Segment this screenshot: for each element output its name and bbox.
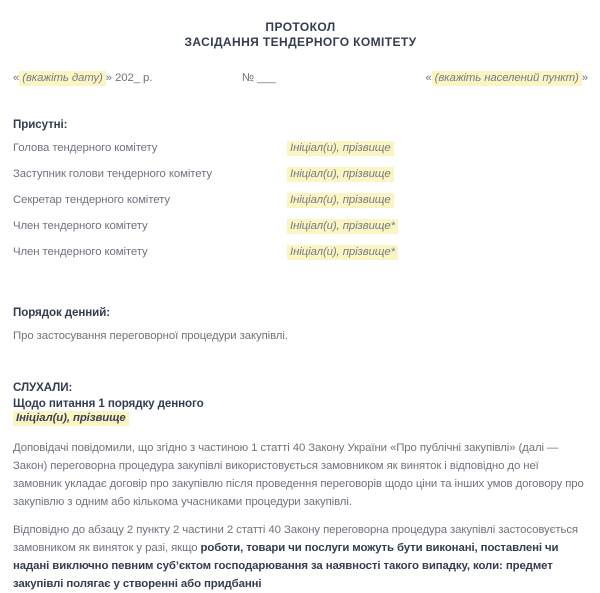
- paragraph-2-regular-text: Відповідно до абзацу 2 пункту 2 частини 2 статті 40 Закону переговорна процедура закупівлі застосовується замовником як виняток у разі, якщо: [13, 523, 578, 554]
- heard-heading: СЛУХАЛИ:: [13, 381, 73, 394]
- attendee-name-placeholder: Ініціал(и), прізвище: [287, 167, 394, 182]
- attendee-name-placeholder: Ініціал(и), прізвище*: [287, 219, 398, 234]
- date-placeholder: (вкажіть дату): [19, 71, 105, 86]
- attendee-name-placeholder: Ініціал(и), прізвище: [287, 193, 394, 208]
- attendee-name-placeholder: Ініціал(и), прізвище*: [287, 245, 398, 260]
- meta-row: [13, 72, 588, 84]
- heard-subheading: Щодо питання 1 порядку денного: [13, 396, 204, 410]
- attendee-row: [13, 246, 588, 262]
- attendee-row: [13, 194, 588, 210]
- place-placeholder: (вкажіть населений пункт): [432, 71, 582, 86]
- attendee-role: Член тендерного комітету: [13, 246, 148, 258]
- speaker-name-placeholder: Ініціал(и), прізвище: [13, 411, 129, 426]
- attendee-role: Член тендерного комітету: [13, 220, 148, 232]
- attendees-list: [13, 142, 588, 262]
- agenda-heading: Порядок денний:: [13, 306, 111, 319]
- date-field: [13, 72, 152, 84]
- place-close-quote: »: [581, 72, 588, 84]
- document-title-line1: ПРОТОКОЛ: [265, 20, 336, 34]
- document-title-line2: ЗАСІДАННЯ ТЕНДЕРНОГО КОМІТЕТУ: [184, 35, 417, 49]
- place-open-quote: «: [425, 72, 432, 84]
- attendee-role: Голова тендерного комітету: [13, 142, 158, 154]
- attendees-heading: Присутні:: [13, 118, 68, 131]
- attendee-role: Заступник голови тендерного комітету: [13, 168, 212, 180]
- attendee-role: Секретар тендерного комітету: [13, 194, 170, 206]
- attendee-name-placeholder: Ініціал(и), прізвище: [287, 141, 394, 156]
- protocol-number-field: № ___: [241, 72, 276, 84]
- place-field: [425, 72, 588, 84]
- speaker-line: [13, 411, 588, 427]
- attendee-row: [13, 142, 588, 158]
- body-paragraph-1: Доповідачі повідомили, що згідно з частиною 1 статті 40 Закону України «Про публічні закупівлі» (далі — Закон) переговорна процедура закупівлі використовується замовником як виняток і відповідно до неї замовник укладає договір про закупівлю після проведення переговорів щодо ціни та інших умов договору про закупівлю з одним або кількома учасниками процедури закупівлі.: [13, 441, 584, 508]
- date-suffix: » 202_ р.: [105, 72, 153, 84]
- body-paragraph-2: [13, 521, 588, 593]
- date-open-quote: «: [13, 72, 20, 84]
- paragraph-2-bold-text: роботи, товари чи послуги можуть бути виконані, поставлені чи надані виключно певним суб’єктом господарювання за наявності такого випадку, коли: предмет закупівлі полягає у створенні або придбанні: [13, 541, 559, 590]
- heard-section: [13, 380, 588, 427]
- document-title: [13, 20, 588, 50]
- agenda-item: Про застосування переговорної процедури закупівлі.: [13, 330, 288, 342]
- attendee-row: [13, 168, 588, 184]
- attendee-row: [13, 220, 588, 236]
